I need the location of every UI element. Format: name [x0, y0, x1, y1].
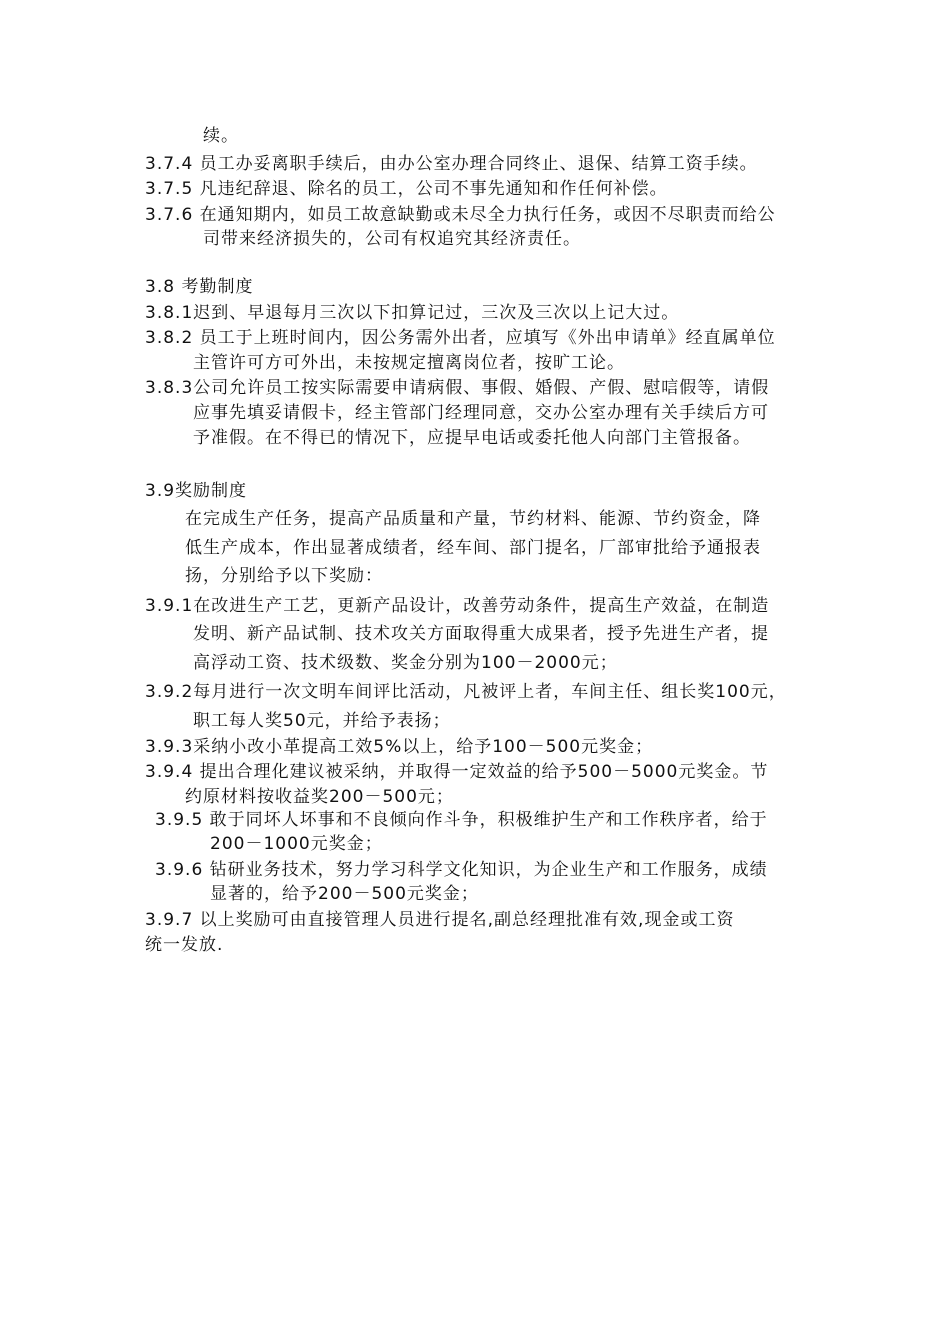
text-line: 200－1000元奖金； [210, 834, 383, 854]
clause-3-8-2: 3.8.2 员工于上班时间内，因公务需外出者，应填写《外出申请单》经直属单位 [145, 328, 776, 348]
section-heading-3-9: 3.9奖励制度 [145, 481, 248, 501]
clause-3-8-1: 3.8.1迟到、早退每月三次以下扣算记过，三次及三次以上记大过。 [145, 303, 680, 323]
paragraph-line: 在完成生产任务，提高产品质量和产量，节约材料、能源、节约资金，降 [185, 509, 761, 529]
clause-3-8-3: 3.8.3公司允许员工按实际需要申请病假、事假、婚假、产假、慰唁假等，请假 [145, 378, 770, 398]
clause-3-9-1: 3.9.1在改进生产工艺，更新产品设计，改善劳动条件，提高生产效益，在制造 [145, 596, 770, 616]
clause-3-9-7: 3.9.7 以上奖励可由直接管理人员进行提名,副总经理批准有效,现金或工资 [145, 910, 735, 930]
text-line: 显著的，给予200－500元奖金； [210, 884, 479, 904]
clause-3-7-5: 3.7.5 凡违纪辞退、除名的员工，公司不事先通知和作任何补偿。 [145, 179, 668, 199]
text-line: 职工每人奖50元，并给予表扬； [193, 711, 451, 731]
clause-3-9-5: 3.9.5 敢于同坏人坏事和不良倾向作斗争，积极维护生产和工作秩序者，给于 [155, 810, 768, 830]
text-line: 高浮动工资、技术级数、奖金分别为100－2000元； [193, 653, 618, 673]
clause-3-9-6: 3.9.6 钻研业务技术，努力学习科学文化知识，为企业生产和工作服务，成绩 [155, 860, 768, 880]
text-line: 统一发放. [145, 935, 224, 955]
text-line: 续。 [203, 126, 239, 146]
text-line: 应事先填妥请假卡，经主管部门经理同意，交办公室办理有关手续后方可 [193, 403, 769, 423]
clause-3-9-3: 3.9.3采纳小改小革提高工效5%以上，给予100－500元奖金； [145, 737, 654, 757]
paragraph-line: 低生产成本，作出显著成绩者，经车间、部门提名，厂部审批给予通报表 [185, 538, 761, 558]
clause-3-7-6: 3.7.6 在通知期内，如员工故意缺勤或未尽全力执行任务，或因不尽职责而给公 [145, 205, 776, 225]
text-line: 主管许可方可外出，未按规定擅离岗位者，按旷工论。 [193, 353, 625, 373]
text-line: 约原材料按收益奖200－500元； [185, 787, 454, 807]
section-heading-3-8: 3.8 考勤制度 [145, 277, 254, 297]
text-line: 予准假。在不得已的情况下，应提早电话或委托他人向部门主管报备。 [193, 428, 751, 448]
clause-3-7-4: 3.7.4 员工办妥离职手续后，由办公室办理合同终止、退保、结算工资手续。 [145, 154, 758, 174]
text-line: 司带来经济损失的，公司有权追究其经济责任。 [203, 229, 581, 249]
clause-3-9-4: 3.9.4 提出合理化建议被采纳，并取得一定效益的给予500－5000元奖金。节 [145, 762, 769, 782]
clause-3-9-2: 3.9.2每月进行一次文明车间评比活动，凡被评上者，车间主任、组长奖100元， [145, 682, 787, 702]
paragraph-line: 扬，分别给予以下奖励： [185, 566, 383, 586]
text-line: 发明、新产品试制、技术攻关方面取得重大成果者，授予先进生产者，提 [193, 624, 769, 644]
